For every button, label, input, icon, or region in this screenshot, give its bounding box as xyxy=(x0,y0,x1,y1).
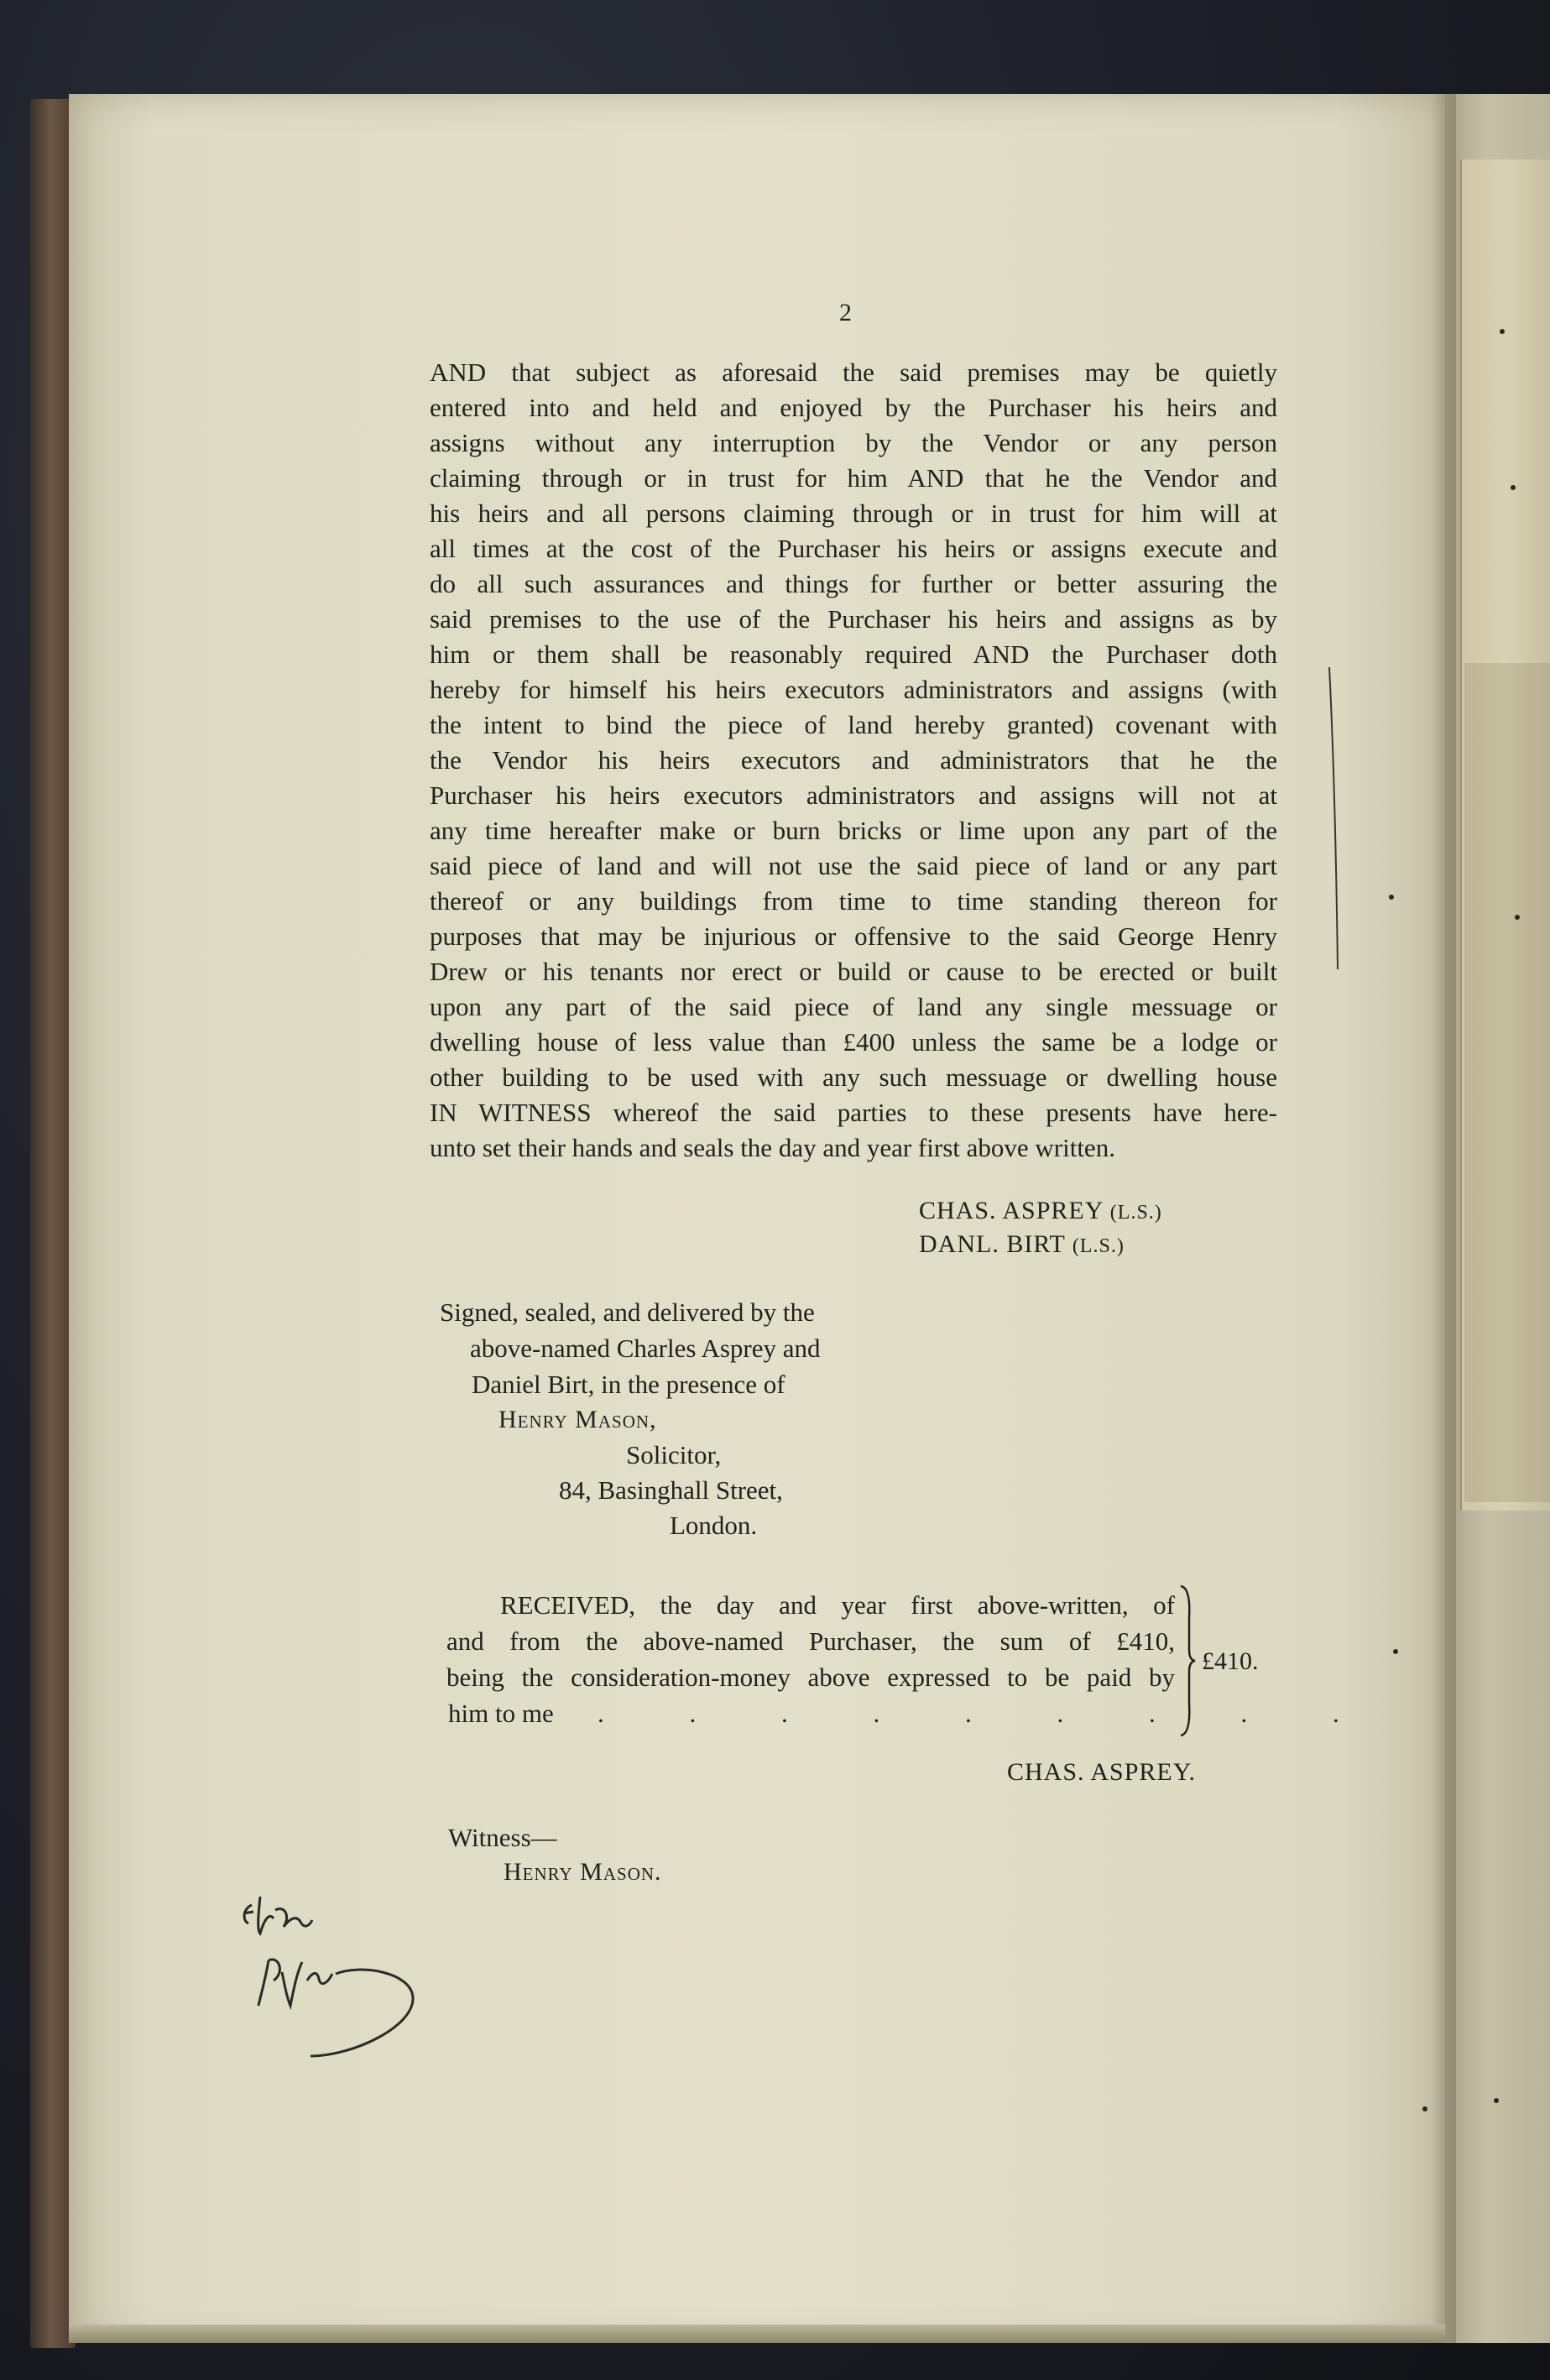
body-line: him or them shall be reasonably required AND the Purchaser doth xyxy=(430,639,1277,669)
body-line: hereby for himself his heirs executors administrators and assigns (with xyxy=(430,675,1277,704)
attestation-line-3: Daniel Birt, in the presence of xyxy=(472,1370,785,1399)
body-line: assigns without any interruption by the Vendor or any person xyxy=(430,428,1277,457)
body-line: other building to be used with any such messuage or dwelling house xyxy=(430,1062,1277,1092)
body-line: dwelling house of less value than £400 unless the same be a lodge or xyxy=(430,1027,1277,1057)
receipt-line-2: and from the above-named Purchaser, the sum of £410, xyxy=(446,1626,1175,1656)
body-line: IN WITNESS whereof the said parties to these presents have here- xyxy=(430,1098,1277,1127)
body-line: Drew or his tenants nor erect or build or cause to be erected or built xyxy=(430,957,1277,986)
body-line: entered into and held and enjoyed by the Purchaser his heirs and xyxy=(430,393,1277,422)
pin-hole xyxy=(1494,2098,1499,2103)
body-line: unto set their hands and seals the day and year first above written. xyxy=(430,1133,1115,1162)
receipt-signature: CHAS. ASPREY. xyxy=(1007,1758,1197,1786)
body-line: thereof or any buildings from time to time standing thereon for xyxy=(430,886,1277,916)
receipt-line-4: him to me xyxy=(448,1699,554,1728)
signatory-1 xyxy=(919,1197,1162,1225)
attestation-line-1: Signed, sealed, and delivered by the xyxy=(440,1297,815,1327)
body-line: upon any part of the said piece of land any single messuage or xyxy=(430,992,1277,1021)
body-line: claiming through or in trust for him AND that he the Vendor and xyxy=(430,463,1277,493)
inserted-slip-shadow xyxy=(1464,663,1550,1502)
attestation-line-2: above-named Charles Asprey and xyxy=(470,1334,821,1363)
page-number: 2 xyxy=(839,299,852,326)
receipt-witness-name: Henry Mason. xyxy=(504,1858,662,1886)
body-line: said piece of land and will not use the said piece of land or any part xyxy=(430,851,1277,880)
page-bottom-edge xyxy=(69,2325,1445,2343)
body-line: any time hereafter make or burn bricks or lime upon any part of the xyxy=(430,816,1277,845)
receipt-witness-label: Witness— xyxy=(448,1823,557,1852)
body-line: Purchaser his heirs executors administrators and assigns will not at xyxy=(430,780,1277,810)
pin-hole xyxy=(1393,1649,1398,1654)
body-line: his heirs and all persons claiming through or in trust for him will at xyxy=(430,498,1277,528)
receipt-brace xyxy=(1179,1584,1196,1737)
body-line: AND that subject as aforesaid the said premises may be quietly xyxy=(430,358,1277,387)
signatory-2-seal: (L.S.) xyxy=(1072,1235,1125,1257)
signatory-1-name: CHAS. ASPREY xyxy=(919,1197,1104,1224)
receipt-line-1: RECEIVED, the day and year first above-written, of xyxy=(500,1590,1175,1620)
body-line: the Vendor his heirs executors and administrators that he the xyxy=(430,745,1277,775)
pin-hole xyxy=(1511,485,1516,490)
pin-hole xyxy=(1500,329,1505,334)
body-line: all times at the cost of the Purchaser his heirs or assigns execute and xyxy=(430,534,1277,563)
attestation-witness-name: Henry Mason, xyxy=(498,1406,657,1433)
handwritten-initials xyxy=(235,1880,428,2098)
attestation-witness-title: Solicitor, xyxy=(626,1440,722,1469)
margin-pencil-line xyxy=(1328,667,1339,969)
signatory-2 xyxy=(919,1230,1125,1259)
receipt-line-4-dots: . . . . . . . . . xyxy=(598,1699,1379,1728)
page-gutter-shadow xyxy=(1431,94,1456,2343)
body-line: the intent to bind the piece of land hereby granted) covenant with xyxy=(430,710,1277,739)
signatory-2-name: DANL. BIRT xyxy=(919,1230,1066,1258)
receipt-line-3: being the consideration-money above expressed to be paid by xyxy=(446,1662,1175,1692)
body-line: said premises to the use of the Purchaser his heirs and assigns as by xyxy=(430,604,1277,634)
receipt-amount: £410. xyxy=(1202,1647,1259,1675)
attestation-witness-address: 84, Basinghall Street, xyxy=(559,1475,783,1505)
pin-hole xyxy=(1422,2106,1427,2111)
pin-hole xyxy=(1515,915,1520,920)
attestation-witness-city: London. xyxy=(670,1511,758,1540)
body-line: purposes that may be injurious or offensive to the said George Henry xyxy=(430,921,1277,951)
body-line: do all such assurances and things for further or better assuring the xyxy=(430,569,1277,598)
pin-hole xyxy=(1389,895,1394,900)
signatory-1-seal: (L.S.) xyxy=(1109,1202,1162,1224)
